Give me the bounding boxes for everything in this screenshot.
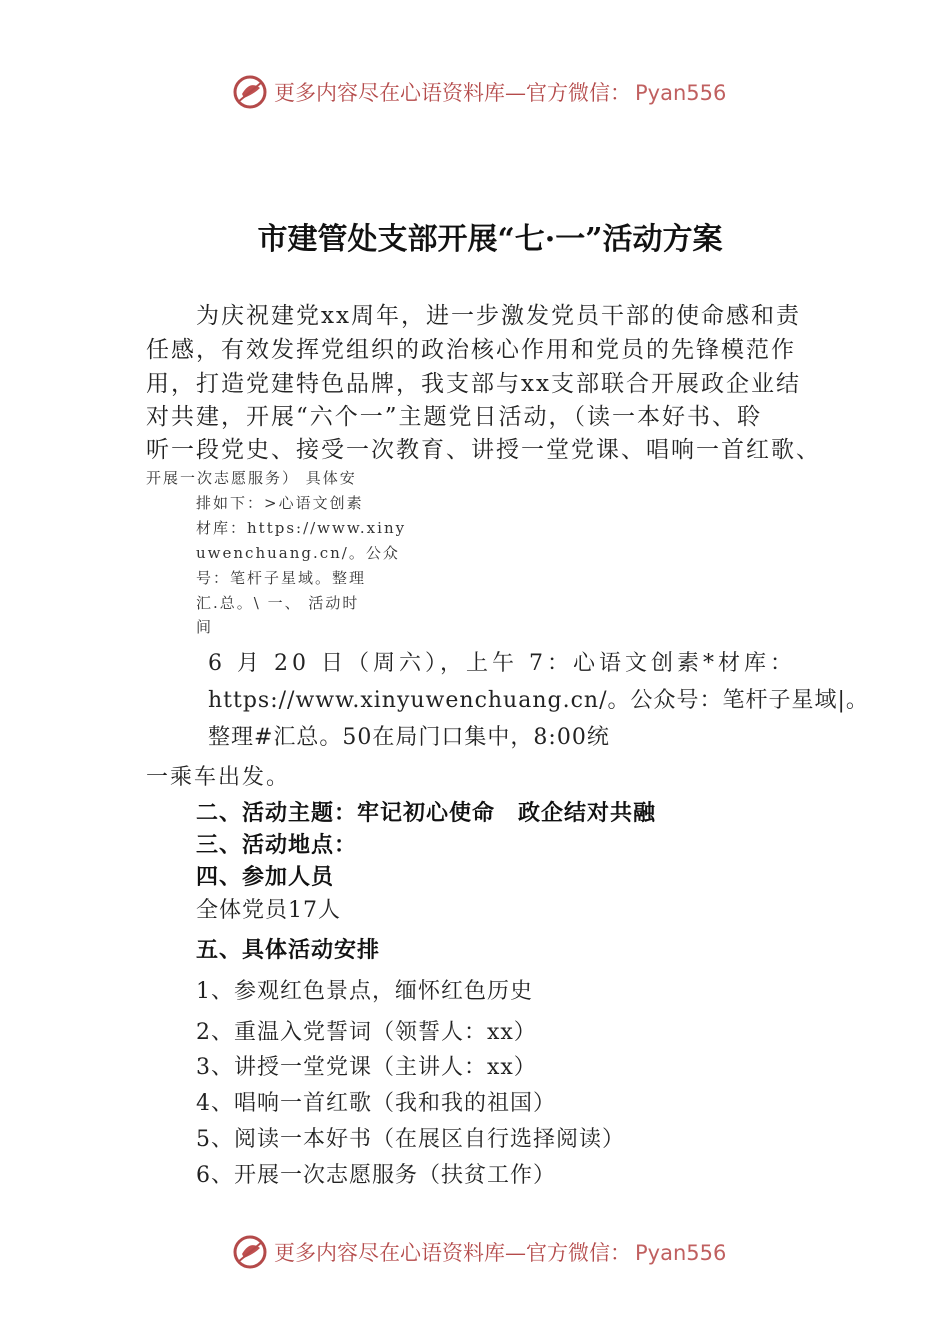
section-theme: 二、活动主题：牢记初心使命 政企结对共融 [196, 800, 657, 826]
time-line: 整理#汇总。50在局门口集中，8:00统 [208, 725, 610, 750]
small-line: 汇.总。\ 一、 活动时 [196, 594, 360, 612]
list-item: 1、参观红色景点，缅怀红色历史 [196, 979, 533, 1004]
small-line: 材库：https://www.xiny [196, 519, 407, 537]
footer-watermark [230, 1232, 726, 1272]
page-title: 市建管处支部开展“七·一”活动方案 [257, 222, 723, 257]
intro-line: 任感，有效发挥党组织的政治核心作用和党员的先锋模范作 [146, 337, 796, 363]
library-logo-icon [230, 72, 270, 112]
intro-line: 对共建，开展“六个一”主题党日活动，（读一本好书、聆 [146, 404, 763, 430]
time-line: https://www.xinyuwenchuang.cn/。公众号：笔杆子星域|。 [208, 688, 869, 713]
small-line: 号：笔杆子星域。整理 [196, 569, 367, 587]
section-location: 三、活动地点： [196, 832, 358, 858]
wechat-id: Pyan556 [635, 81, 727, 105]
list-item: 5、阅读一本好书（在展区自行选择阅读） [196, 1127, 625, 1152]
small-line: 开展一次志愿服务） 具体安 [146, 469, 357, 487]
small-line: 间 [196, 618, 214, 636]
participants-text: 全体党员17人 [196, 898, 341, 923]
small-line: 排如下：>心语文创素 [196, 494, 364, 512]
intro-line: 用，打造党建特色品牌，我支部与xx支部联合开展政企业结 [146, 371, 801, 397]
library-logo-icon [230, 1232, 270, 1272]
wechat-id: Pyan556 [635, 1241, 727, 1265]
time-tail: 一乘车出发。 [146, 765, 291, 790]
intro-line: 听一段党史、接受一次教育、讲授一堂党课、唱响一首红歌、 [146, 437, 821, 463]
list-item: 2、重温入党誓词（领誓人：xx） [196, 1020, 537, 1045]
list-item: 3、讲授一堂党课（主讲人：xx） [196, 1055, 537, 1080]
watermark-text: 更多内容尽在心语资料库—官方微信： Pyan556 [274, 1241, 727, 1265]
list-item: 6、开展一次志愿服务（扶贫工作） [196, 1163, 556, 1188]
time-line: 6 月 20 日（周六），上午 7：心语文创素*材库： [208, 651, 796, 676]
section-schedule: 五、具体活动安排 [196, 937, 381, 963]
small-line: uwenchuang.cn/。公众 [196, 544, 400, 562]
section-participants: 四、参加人员 [196, 864, 335, 890]
intro-line: 为庆祝建党xx周年，进一步激发党员干部的使命感和责 [196, 303, 801, 329]
header-watermark [230, 72, 726, 112]
list-item: 4、唱响一首红歌（我和我的祖国） [196, 1091, 556, 1116]
watermark-text: 更多内容尽在心语资料库—官方微信： Pyan556 [274, 81, 727, 105]
